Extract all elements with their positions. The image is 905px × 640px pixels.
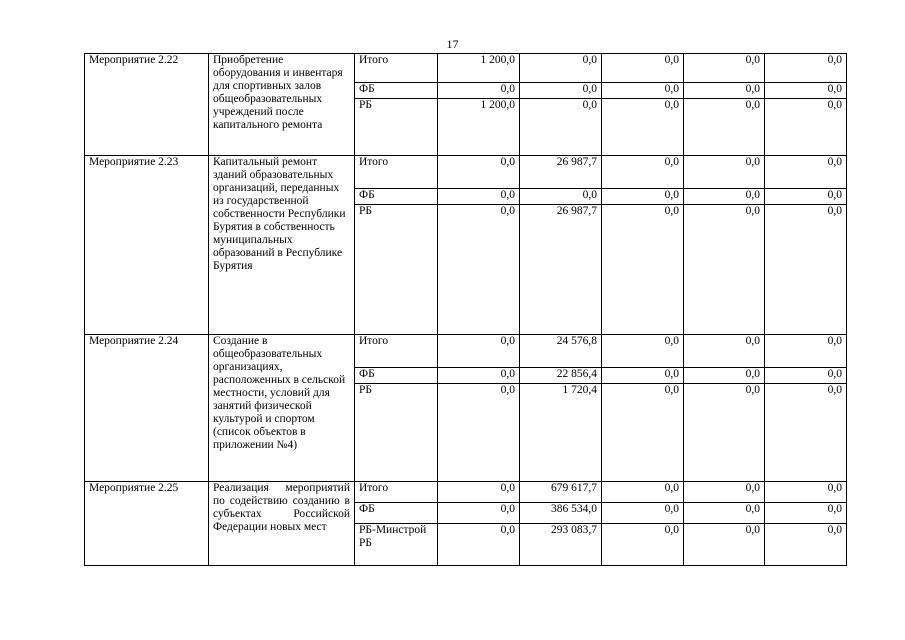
value-cell: 0,0 <box>602 54 684 83</box>
value-cell: 0,0 <box>765 156 847 189</box>
value-cell: 0,0 <box>602 99 684 156</box>
value-cell: 24 576,8 <box>520 335 602 368</box>
value-cell: 0,0 <box>520 99 602 156</box>
source-label: РБ-Минстрой РБ <box>355 524 438 566</box>
value-cell: 0,0 <box>684 83 765 99</box>
value-cell: 0,0 <box>602 83 684 99</box>
value-cell: 0,0 <box>602 156 684 189</box>
value-cell: 0,0 <box>520 189 602 205</box>
value-cell: 0,0 <box>438 83 520 99</box>
source-label: ФБ <box>355 189 438 205</box>
source-label: ФБ <box>355 503 438 524</box>
table-row <box>85 54 847 83</box>
value-cell: 0,0 <box>438 205 520 335</box>
source-label: РБ <box>355 384 438 482</box>
measure-name: Мероприятие 2.24 <box>85 335 209 482</box>
source-label: ФБ <box>355 83 438 99</box>
source-label: Итого <box>355 335 438 368</box>
value-cell: 0,0 <box>602 205 684 335</box>
value-cell: 0,0 <box>765 83 847 99</box>
value-cell: 0,0 <box>438 189 520 205</box>
value-cell: 0,0 <box>765 384 847 482</box>
value-cell: 26 987,7 <box>520 156 602 189</box>
table-row <box>85 335 847 368</box>
value-cell: 1 200,0 <box>438 99 520 156</box>
table-row <box>85 156 847 189</box>
value-cell: 0,0 <box>765 54 847 83</box>
measure-description: Реализация мероприятий по содействию созданию в субъектах Российской Федерации новых мест <box>209 482 355 566</box>
value-cell: 0,0 <box>684 205 765 335</box>
value-cell: 0,0 <box>602 384 684 482</box>
value-cell: 0,0 <box>438 503 520 524</box>
value-cell: 0,0 <box>765 503 847 524</box>
value-cell: 386 534,0 <box>520 503 602 524</box>
value-cell: 0,0 <box>438 335 520 368</box>
source-label: ФБ <box>355 368 438 384</box>
value-cell: 0,0 <box>684 524 765 566</box>
value-cell: 1 720,4 <box>520 384 602 482</box>
source-label: Итого <box>355 482 438 503</box>
value-cell: 0,0 <box>684 482 765 503</box>
budget-table <box>84 53 847 566</box>
value-cell: 0,0 <box>438 482 520 503</box>
source-label: Итого <box>355 54 438 83</box>
value-cell: 22 856,4 <box>520 368 602 384</box>
value-cell: 0,0 <box>602 189 684 205</box>
source-label: РБ <box>355 99 438 156</box>
value-cell: 0,0 <box>602 482 684 503</box>
value-cell: 0,0 <box>765 335 847 368</box>
measure-description: Капитальный ремонт зданий образовательных организаций, переданных из государственной собственности Республики Бурятия в собственность муниципальных образований в Республике Бурятия <box>209 156 355 335</box>
value-cell: 0,0 <box>765 189 847 205</box>
value-cell: 293 083,7 <box>520 524 602 566</box>
measure-name: Мероприятие 2.23 <box>85 156 209 335</box>
value-cell: 0,0 <box>602 368 684 384</box>
value-cell: 0,0 <box>765 99 847 156</box>
value-cell: 0,0 <box>684 503 765 524</box>
table-row <box>85 482 847 503</box>
value-cell: 0,0 <box>684 99 765 156</box>
value-cell: 0,0 <box>438 368 520 384</box>
measure-name: Мероприятие 2.22 <box>85 54 209 156</box>
value-cell: 679 617,7 <box>520 482 602 503</box>
value-cell: 0,0 <box>438 384 520 482</box>
value-cell: 0,0 <box>765 482 847 503</box>
value-cell: 1 200,0 <box>438 54 520 83</box>
value-cell: 0,0 <box>684 54 765 83</box>
value-cell: 0,0 <box>520 83 602 99</box>
value-cell: 0,0 <box>765 368 847 384</box>
value-cell: 0,0 <box>602 335 684 368</box>
measure-description: Приобретение оборудования и инвентаря для спортивных залов общеобразовательных учреждений после капитального ремонта <box>209 54 355 156</box>
value-cell: 0,0 <box>765 524 847 566</box>
value-cell: 0,0 <box>602 524 684 566</box>
source-label: Итого <box>355 156 438 189</box>
value-cell: 0,0 <box>438 156 520 189</box>
value-cell: 0,0 <box>438 524 520 566</box>
value-cell: 0,0 <box>684 189 765 205</box>
value-cell: 0,0 <box>684 384 765 482</box>
source-label: РБ <box>355 205 438 335</box>
value-cell: 0,0 <box>684 335 765 368</box>
page-number: 17 <box>446 37 459 51</box>
value-cell: 0,0 <box>520 54 602 83</box>
value-cell: 0,0 <box>602 503 684 524</box>
value-cell: 26 987,7 <box>520 205 602 335</box>
value-cell: 0,0 <box>684 156 765 189</box>
measure-name: Мероприятие 2.25 <box>85 482 209 566</box>
measure-description: Создание в общеобразовательных организациях, расположенных в сельской местности, условий для занятий физической культурой и спортом (список объектов в приложении №4) <box>209 335 355 482</box>
value-cell: 0,0 <box>765 205 847 335</box>
value-cell: 0,0 <box>684 368 765 384</box>
